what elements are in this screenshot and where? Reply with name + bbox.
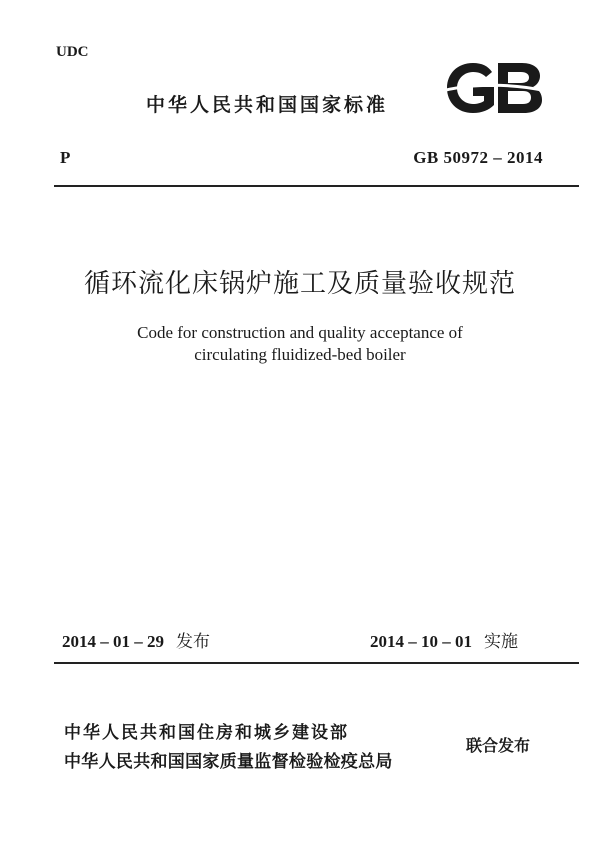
implement-date-block xyxy=(370,627,518,652)
title-english-line1: Code for construction and quality acceptance of xyxy=(137,323,463,342)
title-english-line2: circulating fluidized-bed boiler xyxy=(194,345,406,364)
standard-number: GB 50972 – 2014 xyxy=(413,148,543,167)
classification-code: P xyxy=(60,148,71,167)
issue-label: 发布 xyxy=(176,632,210,652)
gb-logo-icon xyxy=(442,58,546,118)
issue-date-block xyxy=(62,627,210,652)
issue-date: 2014 – 01 – 29 xyxy=(62,632,164,651)
udc-label: UDC xyxy=(56,44,89,60)
top-divider xyxy=(54,185,579,187)
implement-date: 2014 – 10 – 01 xyxy=(370,632,472,651)
issuer-1: 中华人民共和国住房和城乡建设部 xyxy=(64,723,349,743)
title-chinese: 循环流化床锅炉施工及质量验收规范 xyxy=(83,269,516,299)
title-english xyxy=(0,322,600,366)
standard-title: 中华人民共和国国家标准 xyxy=(146,94,389,116)
issuer-2: 中华人民共和国国家质量监督检验检疫总局 xyxy=(64,752,393,772)
implement-label: 实施 xyxy=(484,632,518,652)
bottom-divider xyxy=(54,662,579,664)
joint-issue-label: 联合发布 xyxy=(466,736,531,755)
